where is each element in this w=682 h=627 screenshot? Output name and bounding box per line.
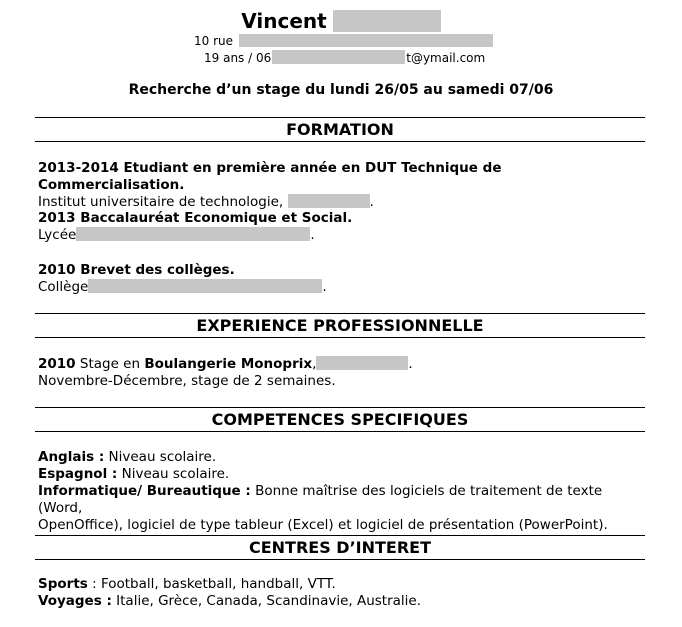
contact-line [204,50,485,66]
formation-detail: Collège [38,279,89,295]
interets-list [38,576,648,610]
formation-detail-suffix: . [369,194,374,210]
competence-text: Niveau scolaire. [108,449,217,465]
competence-item [38,449,648,466]
interet-item [38,593,648,610]
section-title-competences: COMPETENCES SPECIFIQUES [35,407,645,432]
redacted-location [316,356,408,370]
competence-continuation: OpenOffice), logiciel de type tableur (Excel) et logiciel de présentation (PowerPoint). [38,517,608,533]
formation-entry-1 [38,160,648,211]
formation-entry-2 [38,210,648,244]
experience-suffix: . [408,356,413,372]
competences-list [38,449,648,534]
experience-entry: 2010 Stage en Boulangerie Monoprix, . Novembre-Décembre, stage de 2 semaines. [38,356,648,390]
competence-item [38,466,648,483]
age-phone-prefix: 19 ans / 06 [204,51,272,65]
formation-entry-3 [38,262,648,296]
competence-item [38,483,648,517]
employer: Boulangerie Monoprix [144,356,313,372]
objective: Recherche d’un stage du lundi 26/05 au samedi 07/06 [128,82,554,98]
competence-label: Espagnol : [38,466,118,482]
stage-label: Stage en [79,356,141,372]
competence-label: Informatique/ Bureautique : [38,483,251,499]
section-title-experience: EXPERIENCE PROFESSIONNELLE [35,313,645,338]
formation-heading: 2013-2014 Etudiant en première année en DUT Technique de Commercialisation. [38,160,502,193]
redacted-phone-email [272,50,405,64]
section-title-formation: FORMATION [35,117,645,142]
redacted-last-name [333,10,441,32]
redacted-institution [288,194,370,208]
interet-label: Sports [38,576,88,592]
section-title-interets: CENTRES D’INTERET [35,535,645,560]
formation-detail: Lycée [38,227,77,243]
candidate-name [0,8,682,34]
email-suffix: t@ymail.com [406,51,486,65]
address-prefix: 10 rue [194,34,234,48]
redacted-address [239,34,493,47]
experience-year: 2010 [38,356,76,372]
interet-text: : Football, basketball, handball, VTT. [92,576,336,592]
formation-heading: 2010 Brevet des collèges. [38,262,235,278]
formation-heading: 2013 Baccalauréat Economique et Social. [38,210,353,226]
competence-text: Niveau scolaire. [121,466,230,482]
address-line [194,34,493,48]
interet-label: Voyages : [38,593,112,609]
competence-label: Anglais : [38,449,105,465]
formation-detail: Institut universitaire de technologie, [38,194,284,210]
redacted-college [88,279,322,293]
first-name: Vincent [241,9,327,33]
interet-item [38,576,648,593]
formation-detail-suffix: . [310,227,315,243]
competence-text: Bonne maîtrise des logiciels de traitement de texte (Word, [38,483,603,516]
redacted-lycee [76,227,310,241]
interet-text: Italie, Grèce, Canada, Scandinavie, Australie. [116,593,422,609]
experience-period: Novembre-Décembre, stage de 2 semaines. [38,373,336,389]
formation-detail-suffix: . [322,279,327,295]
